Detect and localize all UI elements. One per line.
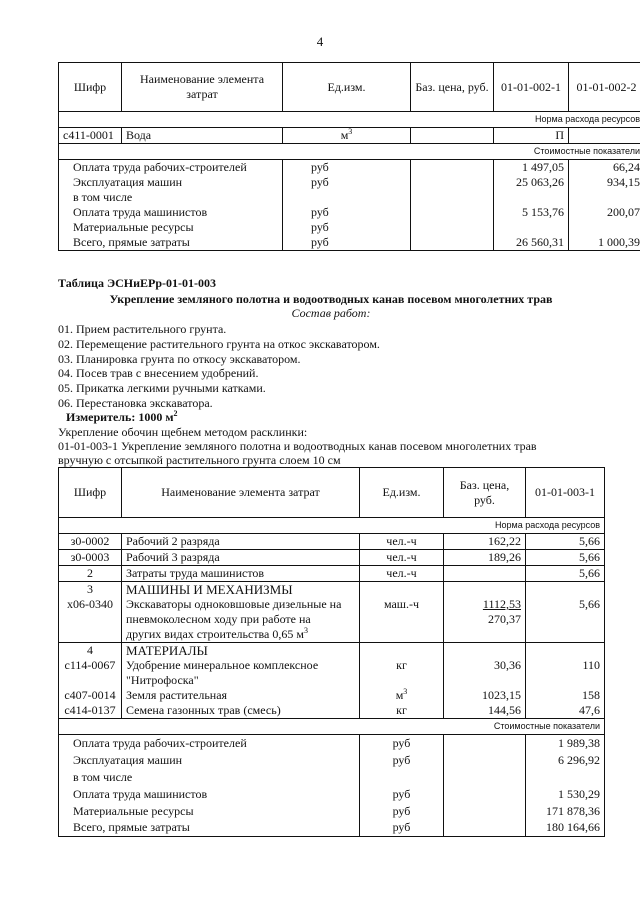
cell-unit: чел.-ч — [360, 566, 444, 582]
cost-value-2: 200,07 — [569, 205, 640, 220]
cost-unit: руб — [283, 175, 411, 190]
page-number: 4 — [316, 34, 324, 49]
cell-code: с414-0137 — [59, 703, 122, 719]
cell-value-1: 5,66 — [526, 597, 605, 612]
cost-name: Материальные ресурсы — [59, 803, 360, 820]
cost-label: Стоимостные показатели — [59, 719, 605, 735]
cost-name: в том числе — [59, 190, 283, 205]
resource-table-1 — [58, 62, 640, 251]
cell-name: Экскаваторы одноковшовые дизельные на — [122, 597, 360, 612]
cell-value-1: 158 — [526, 688, 605, 703]
cost-value-1: 1 530,29 — [526, 786, 605, 803]
section-number: 3 — [59, 582, 122, 598]
cell-value-1: 5,66 — [526, 550, 605, 566]
cost-rows-2 — [59, 735, 605, 837]
cell-name-cont: "Нитрофоска" — [122, 673, 360, 688]
table-header-row — [59, 468, 605, 518]
cost-value-1: 1 497,05 — [494, 160, 569, 176]
cost-value-1: 26 560,31 — [494, 235, 569, 251]
cost-unit: руб — [283, 235, 411, 251]
step-item: 01. Прием растительного грунта. — [58, 322, 227, 336]
cost-name: Всего, прямые затраты — [59, 820, 360, 837]
cell-price: 1112,53 — [444, 597, 526, 612]
cost-unit: руб — [360, 786, 444, 803]
cell-unit: $м^3$ — [360, 688, 444, 703]
header-unit: Ед.изм. — [283, 63, 411, 112]
cell-code: с407-0014 — [59, 688, 122, 703]
step-item: 04. Посев трав с внесением удобрений. — [58, 366, 259, 380]
cell-price-2: 270,37 — [444, 612, 526, 627]
cell-unit: чел.-ч — [360, 550, 444, 566]
header-unit: Ед.изм. — [360, 468, 444, 518]
cell-unit: $м^3$ — [283, 128, 411, 144]
cell-unit: кг — [360, 703, 444, 719]
cost-name: Всего, прямые затраты — [59, 235, 283, 251]
cell-code: 2 — [59, 566, 122, 582]
table-row — [59, 688, 605, 703]
composition-label: Состав работ: — [291, 306, 371, 320]
cost-value-1: 6 296,92 — [526, 752, 605, 769]
norm-label: Норма расхода ресурсов — [59, 112, 640, 128]
step-item: 05. Прикатка легкими ручными катками. — [58, 381, 266, 395]
cell-name: Земля растительная — [122, 688, 360, 703]
cost-unit: руб — [283, 220, 411, 235]
cost-value-2: 66,24 — [569, 160, 640, 176]
description-line: 01-01-003-1 Укрепление земляного полотна и водоотводных канав посевом многолетних трав — [58, 439, 537, 453]
cost-value-1: 180 164,66 — [526, 820, 605, 837]
cell-unit: маш.-ч — [360, 597, 444, 612]
resource-table-2 — [58, 467, 605, 837]
cost-name: в том числе — [59, 769, 360, 786]
table-row — [59, 658, 605, 673]
table-row — [59, 128, 640, 144]
step-item: 03. Планировка грунта по откосу экскаватором. — [58, 352, 301, 366]
cell-value-1: 47,6 — [526, 703, 605, 719]
description-line: вручную с отсыпкой растительного грунта слоем 10 см — [58, 453, 341, 467]
cell-name: Удобрение минеральное комплексное — [122, 658, 360, 673]
cost-unit: руб — [283, 160, 411, 176]
cost-name: Материальные ресурсы — [59, 220, 283, 235]
step-item: 06. Перестановка экскаватора. — [58, 396, 213, 410]
header-col-2: 01-01-002-2 — [569, 63, 640, 112]
cell-price: 162,22 — [444, 534, 526, 550]
cost-unit: руб — [283, 205, 411, 220]
norm-label: Норма расхода ресурсов — [59, 518, 605, 534]
header-code: Шифр — [59, 63, 122, 112]
header-price: Баз. цена, руб. — [444, 468, 526, 518]
cell-name-cont: других видах строительства 0,65 $м^3$ — [122, 627, 360, 643]
cost-label: Стоимостные показатели — [59, 144, 640, 160]
cell-price — [444, 566, 526, 582]
cell-name: Рабочий 2 разряда — [122, 534, 360, 550]
cost-value-1: 1 989,38 — [526, 735, 605, 752]
cell-code: с114-0067 — [59, 658, 122, 673]
cell-price: 1023,15 — [444, 688, 526, 703]
cost-name: Оплата труда машинистов — [59, 205, 283, 220]
cost-rows-1 — [59, 160, 640, 251]
section-heading-machines: МАШИНЫ И МЕХАНИЗМЫ — [122, 582, 360, 598]
cost-unit: руб — [360, 735, 444, 752]
cell-value-1: 5,66 — [526, 534, 605, 550]
cell-name-cont: пневмоколесном ходу при работе на — [122, 612, 360, 627]
cost-value-2: 934,15 — [569, 175, 640, 190]
cost-name: Оплата труда рабочих-строителей — [59, 735, 360, 752]
section-heading-materials: МАТЕРИАЛЫ — [122, 643, 360, 659]
header-col-1: 01-01-002-1 — [494, 63, 569, 112]
cost-unit: руб — [360, 752, 444, 769]
cell-price: 30,36 — [444, 658, 526, 673]
cost-value-1: 25 063,26 — [494, 175, 569, 190]
table-row — [59, 703, 605, 719]
cost-value-2: 1 000,39 — [569, 235, 640, 251]
cell-value-1: 5,66 — [526, 566, 605, 582]
description-line: Укрепление обочин щебнем методом расклинки: — [58, 425, 308, 439]
cell-name: Рабочий 3 разряда — [122, 550, 360, 566]
cost-unit: руб — [360, 820, 444, 837]
cost-value-1: 171 878,36 — [526, 803, 605, 820]
cell-code: з0-0003 — [59, 550, 122, 566]
table-header-row — [59, 63, 640, 112]
step-item: 02. Перемещение растительного грунта на откос экскаватором. — [58, 337, 380, 351]
cost-value-1: 5 153,76 — [494, 205, 569, 220]
cell-value-1: П — [494, 128, 569, 144]
section-subtitle: Укрепление земляного полотна и водоотводных канав посевом многолетних трав — [109, 292, 553, 306]
table-title: Таблица ЭСНиЕРр-01-01-003 — [58, 276, 217, 290]
section-number: 4 — [59, 643, 122, 659]
cell-value-2 — [569, 128, 640, 144]
cell-code: х06-0340 — [59, 597, 122, 612]
cell-value-1: 110 — [526, 658, 605, 673]
cell-price: 189,26 — [444, 550, 526, 566]
table-row — [59, 597, 605, 612]
cost-name: Оплата труда машинистов — [59, 786, 360, 803]
cell-code: з0-0002 — [59, 534, 122, 550]
table-row — [59, 566, 605, 582]
cell-unit: чел.-ч — [360, 534, 444, 550]
header-code: Шифр — [59, 468, 122, 518]
cost-name: Оплата труда рабочих-строителей — [59, 160, 283, 176]
cell-code: с411-0001 — [59, 128, 122, 144]
cell-name: Семена газонных трав (смесь) — [122, 703, 360, 719]
cost-unit: руб — [360, 803, 444, 820]
header-price: Баз. цена, руб. — [411, 63, 494, 112]
header-name: Наименование элемента затрат — [122, 63, 283, 112]
header-name: Наименование элемента затрат — [122, 468, 360, 518]
cost-name: Эксплуатация машин — [59, 752, 360, 769]
cell-name: Вода — [122, 128, 283, 144]
cell-name: Затраты труда машинистов — [122, 566, 360, 582]
table-row — [59, 534, 605, 550]
table-row — [59, 550, 605, 566]
cell-price: 144,56 — [444, 703, 526, 719]
cost-name: Эксплуатация машин — [59, 175, 283, 190]
cell-unit: кг — [360, 658, 444, 673]
meter-label: Измеритель: 1000 $м^2$ — [66, 409, 178, 424]
header-col-1: 01-01-003-1 — [526, 468, 605, 518]
